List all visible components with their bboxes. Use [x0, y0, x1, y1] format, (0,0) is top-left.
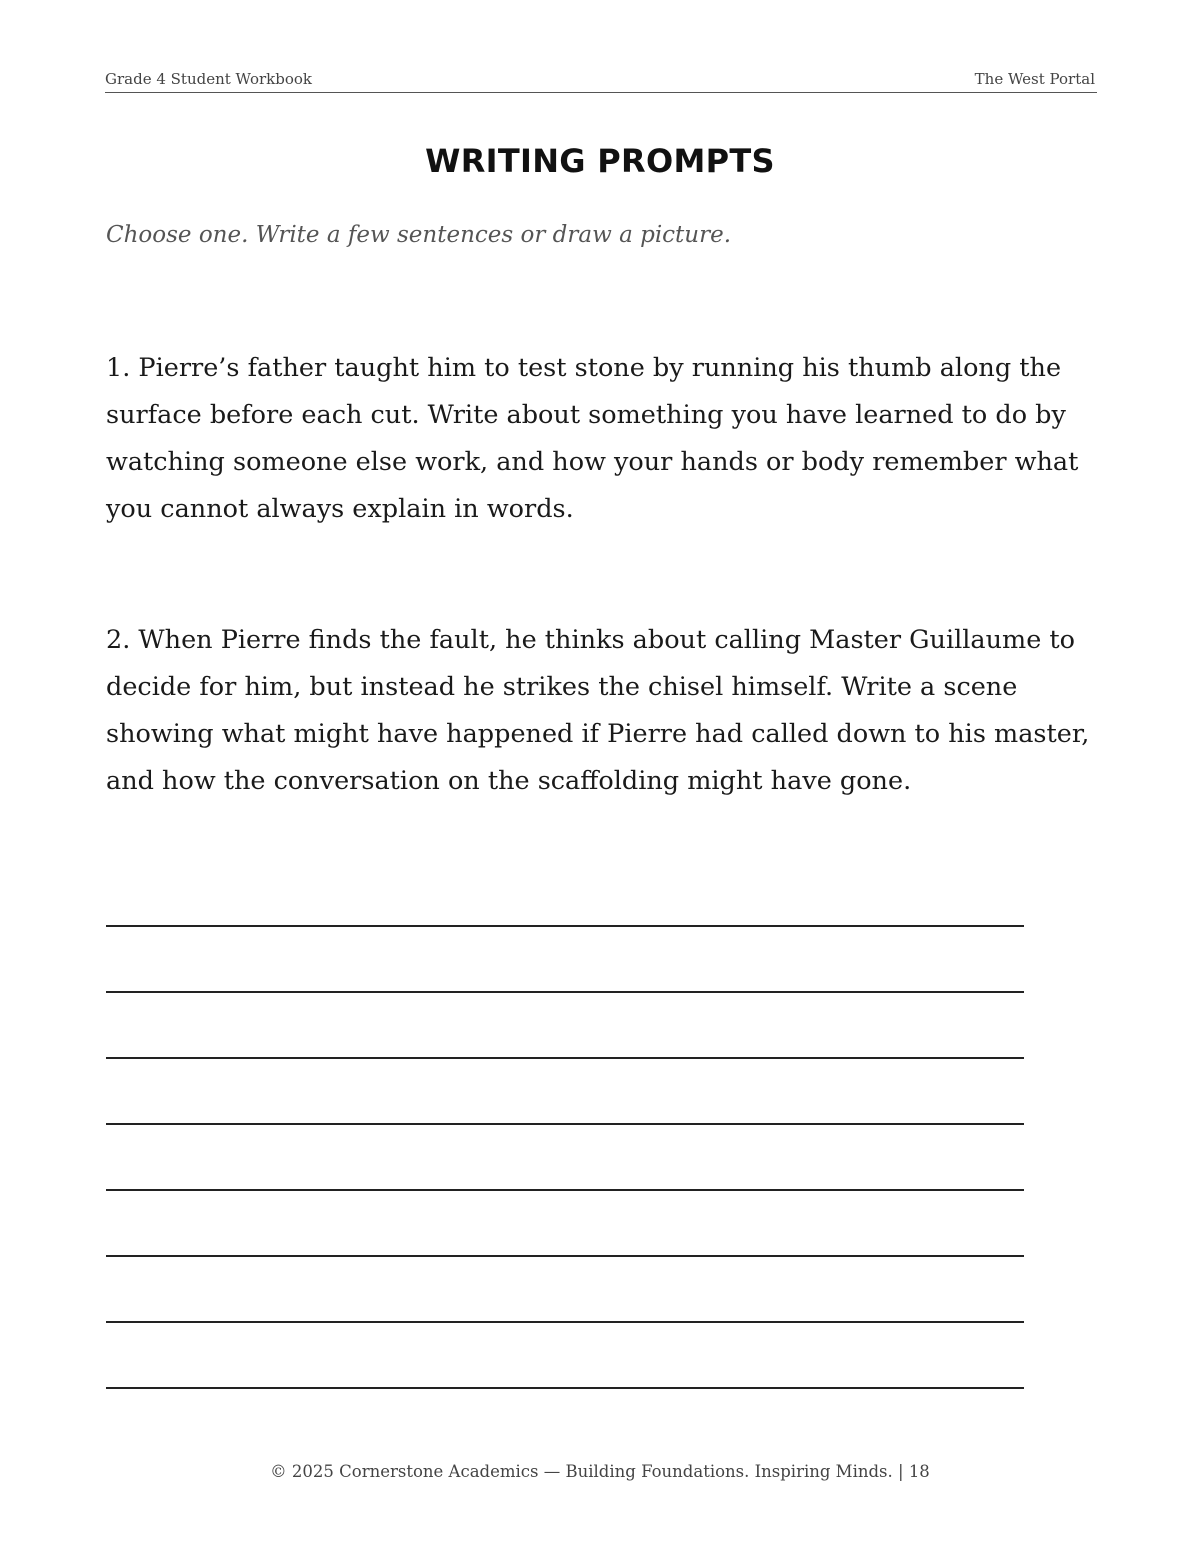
answer-line[interactable]	[106, 1323, 1024, 1389]
page-footer	[0, 1462, 1200, 1481]
page-title: WRITING PROMPTS	[425, 142, 775, 180]
answer-line[interactable]	[106, 1257, 1024, 1323]
instructions: Choose one. Write a few sentences or draw a picture.	[106, 222, 732, 248]
page-number: 18	[908, 1462, 930, 1481]
writing-prompt-2: 2. When Pierre finds the fault, he thinks about calling Master Guillaume to decide for him, but instead he strikes the chisel himself. Write a scene showing what might have happened if Pierre had called down to his master, and how the conversation on the scaffolding might have gone.	[106, 625, 1090, 796]
answer-lines	[106, 925, 1024, 1389]
answer-line[interactable]	[106, 1191, 1024, 1257]
unit-title: The West Portal	[974, 70, 1095, 88]
answer-line[interactable]	[106, 927, 1024, 993]
page-header	[105, 68, 1097, 93]
writing-prompt-1: 1. Pierre’s father taught him to test stone by running his thumb along the surface before each cut. Write about something you have learned to do by watching someone else work, and how your hands or body remember what you cannot always explain in words.	[106, 353, 1079, 524]
answer-line[interactable]	[106, 1059, 1024, 1125]
answer-line[interactable]	[106, 1125, 1024, 1191]
answer-line[interactable]	[106, 993, 1024, 1059]
footer-copyright: © 2025 Cornerstone Academics — Building Foundations. Inspiring Minds.	[270, 1462, 893, 1481]
footer-separator: |	[898, 1462, 904, 1481]
workbook-title: Grade 4 Student Workbook	[105, 70, 312, 88]
